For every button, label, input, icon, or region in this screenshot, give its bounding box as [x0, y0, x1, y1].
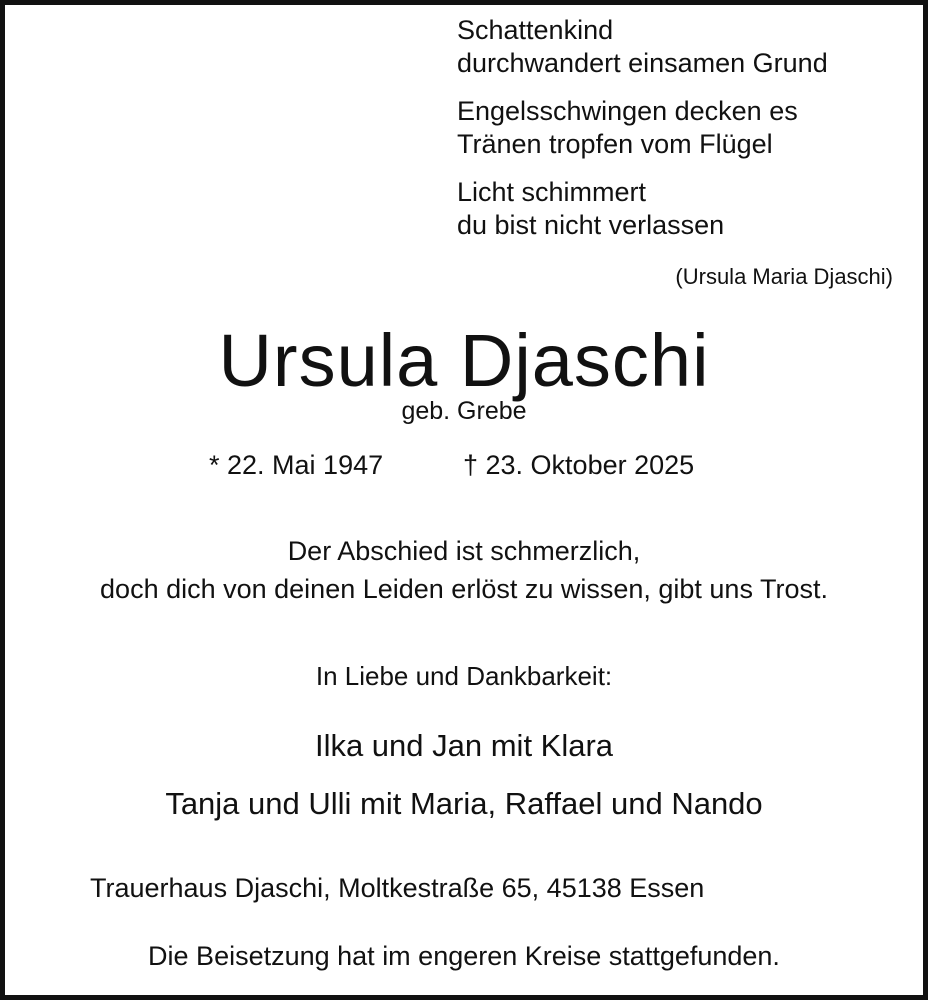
- death-date: † 23. Oktober 2025: [463, 450, 695, 480]
- farewell-message-line: doch dich von deinen Leiden erlöst zu wissen, gibt uns Trost.: [100, 574, 828, 604]
- mourning-house-address: Trauerhaus Djaschi, Moltkestraße 65, 45138 Essen: [90, 873, 705, 903]
- poem-line: Schattenkind: [457, 15, 614, 45]
- poem-line: Licht schimmert: [457, 177, 647, 207]
- deceased-name: Ursula Djaschi: [218, 319, 710, 402]
- poem-line: Tränen tropfen vom Flügel: [457, 129, 773, 159]
- maiden-name: geb. Grebe: [401, 397, 527, 425]
- poem-line: du bist nicht verlassen: [457, 210, 725, 240]
- poem-attribution: (Ursula Maria Djaschi): [675, 264, 893, 289]
- farewell-message-line: Der Abschied ist schmerzlich,: [287, 536, 641, 566]
- mourner-line: Ilka und Jan mit Klara: [314, 728, 614, 763]
- poem: [457, 14, 907, 242]
- birth-date: * 22. Mai 1947: [209, 450, 384, 480]
- mourners-intro: In Liebe und Dankbarkeit:: [315, 661, 613, 691]
- poem-line: Engelsschwingen decken es: [457, 96, 798, 126]
- poem-line: durchwandert einsamen Grund: [457, 48, 828, 78]
- poem-stanza-2: [457, 95, 907, 161]
- poem-stanza-3: [457, 176, 907, 242]
- poem-stanza-1: [457, 14, 907, 80]
- funeral-note: Die Beisetzung hat im engeren Kreise stattgefunden.: [148, 941, 780, 971]
- mourner-line: Tanja und Ulli mit Maria, Raffael und Nando: [165, 786, 763, 821]
- farewell-message: [0, 532, 928, 608]
